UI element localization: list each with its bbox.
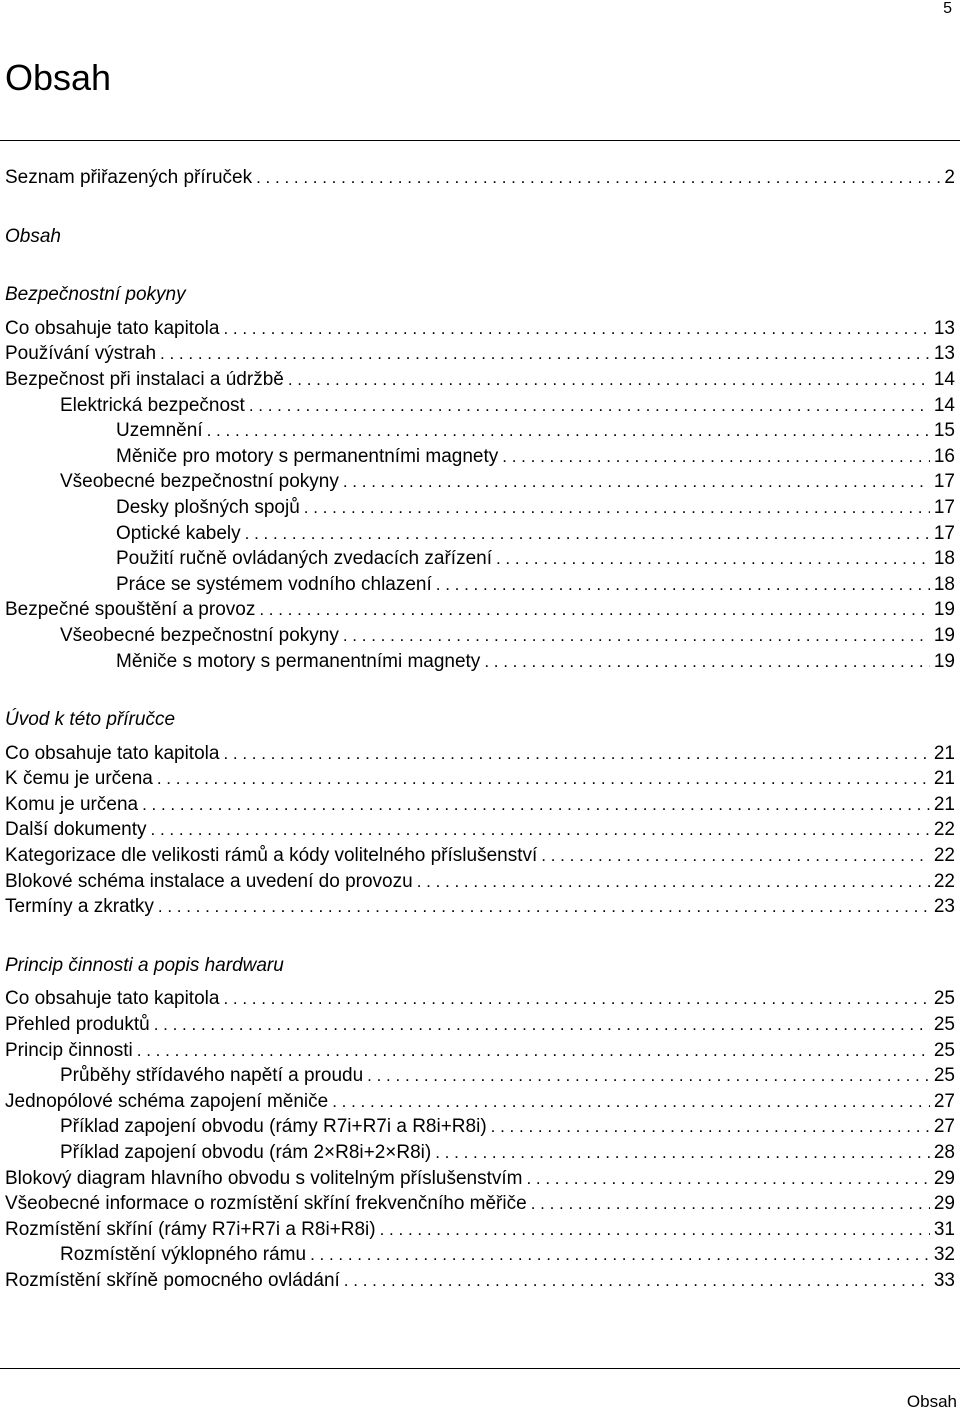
toc-entry-page: 23 <box>933 896 955 918</box>
toc-entry[interactable] <box>0 597 960 623</box>
toc-entry[interactable] <box>0 316 960 342</box>
toc-entry-label: Rozmístění výklopného rámu <box>60 1244 307 1266</box>
toc-entry-label: Bezpečnost při instalaci a údržbě <box>5 368 284 390</box>
toc-entry[interactable] <box>0 1038 960 1064</box>
toc-entry-page: 22 <box>933 870 955 892</box>
toc-entry-page: 19 <box>933 599 955 621</box>
toc-entry-label: Práce se systémem vodního chlazení <box>116 573 432 595</box>
toc-entry-page: 13 <box>933 343 955 365</box>
toc-entry-label: Příklad zapojení obvodu (rámy R7i+R7i a R8i+R8i) <box>60 1116 487 1138</box>
toc-entry[interactable] <box>0 341 960 367</box>
toc-entry[interactable] <box>0 843 960 869</box>
dot-leader <box>151 817 930 843</box>
toc-entry-page: 29 <box>933 1193 955 1215</box>
toc-entry-page: 19 <box>933 650 955 672</box>
toc-entry-page: 25 <box>933 1039 955 1061</box>
title-divider <box>0 140 960 141</box>
dot-leader <box>310 1242 930 1268</box>
toc-entry[interactable] <box>0 165 960 191</box>
dot-leader <box>256 165 940 191</box>
dot-leader <box>436 572 930 598</box>
toc-entry[interactable] <box>0 792 960 818</box>
toc-entry-page: 27 <box>933 1090 955 1112</box>
toc-entry-page: 15 <box>933 420 955 442</box>
toc-entry[interactable] <box>0 546 960 572</box>
toc-entry[interactable] <box>0 1114 960 1140</box>
dot-leader <box>259 597 930 623</box>
toc-section-heading[interactable]: Bezpečnostní pokyny <box>5 284 186 306</box>
dot-leader <box>332 1089 930 1115</box>
dot-leader <box>154 1012 930 1038</box>
toc-entry-page: 31 <box>933 1218 955 1240</box>
toc-section-heading[interactable]: Obsah <box>5 225 61 247</box>
toc-entry-page: 18 <box>933 548 955 570</box>
toc-entry-label: Průběhy střídavého napětí a proudu <box>60 1065 364 1087</box>
toc-entry-page: 22 <box>933 819 955 841</box>
dot-leader <box>158 894 930 920</box>
toc-entry[interactable] <box>0 766 960 792</box>
dot-leader <box>541 843 930 869</box>
toc-entry[interactable] <box>0 572 960 598</box>
toc-entry-page: 27 <box>933 1116 955 1138</box>
toc-entry-page: 17 <box>933 496 955 518</box>
toc-entry[interactable] <box>0 1166 960 1192</box>
toc-entry[interactable] <box>0 418 960 444</box>
toc-entry-label: Desky plošných spojů <box>116 496 300 518</box>
toc-entry-page: 16 <box>933 445 955 467</box>
toc-entry[interactable] <box>0 894 960 920</box>
toc-entry[interactable] <box>0 1191 960 1217</box>
toc-entry[interactable] <box>0 1089 960 1115</box>
toc-entry[interactable] <box>0 367 960 393</box>
toc-entry-label: Všeobecné bezpečnostní pokyny <box>60 471 339 493</box>
toc-entry-page: 22 <box>933 845 955 867</box>
toc-entry[interactable] <box>0 521 960 547</box>
toc-entry-label: Elektrická bezpečnost <box>60 394 245 416</box>
dot-leader <box>491 1114 930 1140</box>
dot-leader <box>288 367 930 393</box>
toc-entry-label: Příklad zapojení obvodu (rám 2×R8i+2×R8i) <box>60 1142 432 1163</box>
dot-leader <box>531 1191 930 1217</box>
dot-leader <box>484 649 930 675</box>
toc-entry-label: Všeobecné bezpečnostní pokyny <box>60 624 339 646</box>
dot-leader <box>380 1217 930 1243</box>
toc-entry-label: Používání výstrah <box>5 343 157 365</box>
toc-entry[interactable] <box>0 869 960 895</box>
toc-section-heading[interactable]: Princip činnosti a popis hardwaru <box>5 954 284 976</box>
toc-entry-label: Blokový diagram hlavního obvodu s volitelným příslušenstvím <box>5 1167 523 1189</box>
dot-leader <box>249 393 930 419</box>
toc-entry[interactable] <box>0 623 960 649</box>
toc-entry-label: Princip činnosti <box>5 1039 133 1061</box>
toc-entry-label: Co obsahuje tato kapitola <box>5 742 220 764</box>
dot-leader <box>344 1268 930 1294</box>
toc-entry-page: 33 <box>933 1269 955 1291</box>
toc-entry[interactable] <box>0 1242 960 1268</box>
footer-label: Obsah <box>906 1392 957 1411</box>
toc-entry-label: Optické kabely <box>116 522 241 544</box>
toc-entry[interactable] <box>0 1012 960 1038</box>
toc-entry[interactable] <box>0 741 960 767</box>
dot-leader <box>223 316 929 342</box>
dot-leader <box>223 741 929 767</box>
toc-entry[interactable] <box>0 1063 960 1089</box>
toc-entry[interactable] <box>0 817 960 843</box>
toc-entry[interactable] <box>0 1217 960 1243</box>
dot-leader <box>435 1140 930 1166</box>
toc-entry-page: 25 <box>933 988 955 1010</box>
toc-entry-label: Jednopólové schéma zapojení měniče <box>5 1090 329 1112</box>
toc-entry-page: 29 <box>933 1167 955 1189</box>
toc-entry[interactable] <box>0 986 960 1012</box>
dot-leader <box>367 1063 930 1089</box>
toc-entry-page: 19 <box>933 624 955 646</box>
toc-entry[interactable] <box>0 1140 960 1166</box>
toc-entry-page: 21 <box>933 742 955 764</box>
toc-entry-label: Všeobecné informace o rozmístění skříní frekvenčního měřiče <box>5 1193 527 1215</box>
toc-entry-label: Co obsahuje tato kapitola <box>5 317 220 339</box>
toc-entry-page: 17 <box>933 471 955 493</box>
dot-leader <box>245 521 930 547</box>
toc-entry-label: Co obsahuje tato kapitola <box>5 988 220 1010</box>
dot-leader <box>223 986 929 1012</box>
dot-leader <box>157 766 930 792</box>
footer-divider <box>0 1368 960 1369</box>
toc-entry-label: Přehled produktů <box>5 1014 150 1036</box>
toc-entry-label: Bezpečné spouštění a provoz <box>5 599 256 621</box>
toc-entry[interactable] <box>0 1268 960 1294</box>
toc-entry[interactable] <box>0 393 960 419</box>
toc-entry-page: 2 <box>944 167 955 188</box>
toc-entry[interactable] <box>0 495 960 521</box>
toc-entry-page: 25 <box>933 1065 955 1087</box>
toc-entry-label: Seznam přiřazených příruček <box>5 167 253 188</box>
page-title: Obsah <box>5 57 112 98</box>
toc-entry-page: 18 <box>933 573 955 595</box>
toc-entry-label: Termíny a zkratky <box>5 896 154 918</box>
toc-entry-label: Rozmístění skříní (rámy R7i+R7i a R8i+R8i) <box>5 1218 376 1240</box>
toc-entry-page: 17 <box>933 522 955 544</box>
toc-entry-page: 25 <box>933 1014 955 1036</box>
toc-entry[interactable] <box>0 444 960 470</box>
page-number: 5 <box>943 0 952 17</box>
toc-entry-label: K čemu je určena <box>5 768 153 790</box>
toc-entry-page: 32 <box>933 1244 955 1266</box>
toc-entry-page: 28 <box>933 1142 955 1163</box>
dot-leader <box>496 546 930 572</box>
toc-entry-page: 14 <box>933 368 955 390</box>
toc-entry-label: Měniče pro motory s permanentními magnety <box>116 445 499 467</box>
toc-section-heading[interactable]: Úvod k této příručce <box>5 709 176 731</box>
toc-entry-label: Rozmístění skříně pomocného ovládání <box>5 1269 340 1291</box>
toc-entry-page: 21 <box>933 768 955 790</box>
toc-entry[interactable] <box>0 649 960 675</box>
toc-entry-label: Uzemnění <box>116 420 203 442</box>
toc-entry-label: Komu je určena <box>5 793 139 815</box>
dot-leader <box>343 623 930 649</box>
dot-leader <box>142 792 930 818</box>
dot-leader <box>137 1038 930 1064</box>
dot-leader <box>207 418 930 444</box>
toc-entry-label: Kategorizace dle velikosti rámů a kódy volitelného příslušenství <box>5 845 538 867</box>
toc-entry-label: Měniče s motory s permanentními magnety <box>116 650 481 672</box>
toc-entry-label: Použití ručně ovládaných zvedacích zařízení <box>116 548 492 570</box>
dot-leader <box>343 469 930 495</box>
dot-leader <box>304 495 930 521</box>
dot-leader <box>502 444 930 470</box>
toc-entry-label: Další dokumenty <box>5 819 147 841</box>
dot-leader <box>160 341 930 367</box>
toc-entry-page: 14 <box>933 394 955 416</box>
toc-entry[interactable] <box>0 469 960 495</box>
toc-entry-label: Blokové schéma instalace a uvedení do provozu <box>5 870 413 892</box>
toc-entry-page: 13 <box>933 317 955 339</box>
toc-entry-page: 21 <box>933 793 955 815</box>
dot-leader <box>417 869 930 895</box>
table-of-contents <box>0 165 960 1294</box>
dot-leader <box>526 1166 929 1192</box>
